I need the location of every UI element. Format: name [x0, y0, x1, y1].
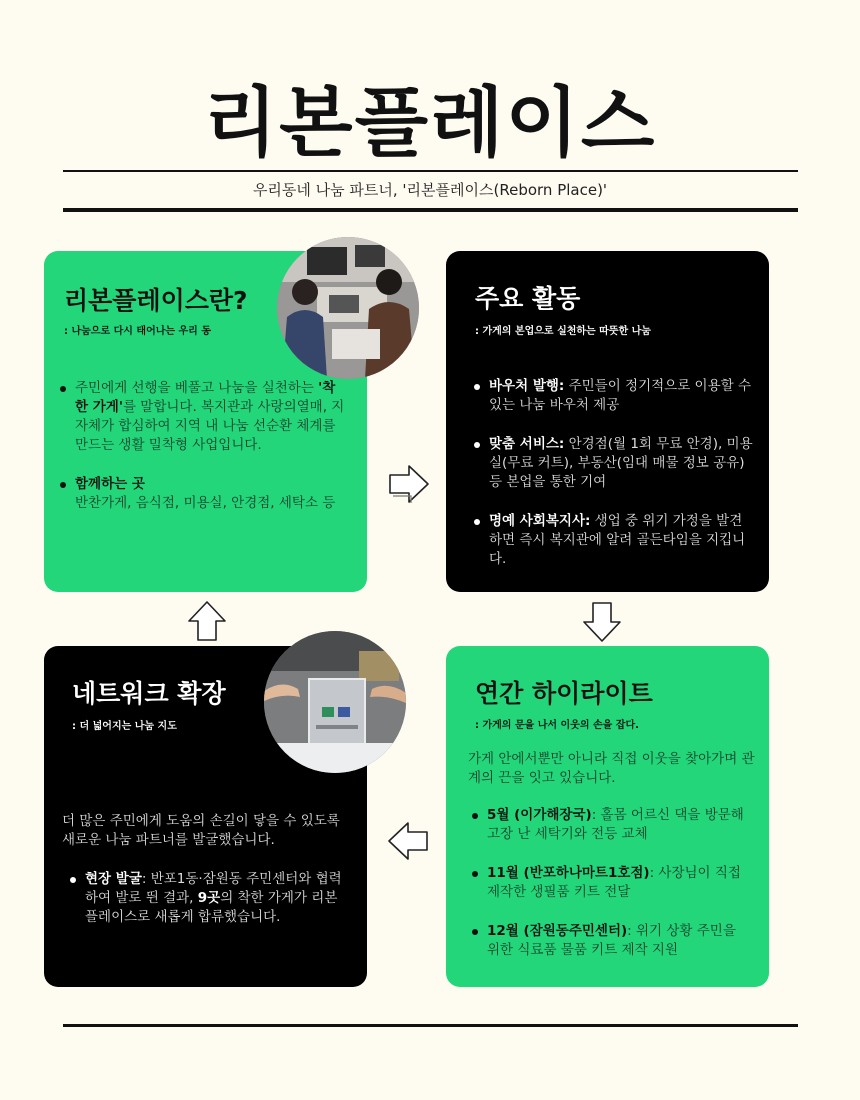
- top-divider: [63, 170, 798, 172]
- list-item: 주민에게 선행을 베풀고 나눔을 실천하는 '착한 가게'를 말합니다. 복지관과 사랑의열매, 지자체가 합심하여 지역 내 나눔 선순환 체계를 만드는 생활 밀착형 사업입니다.: [58, 379, 348, 455]
- about-list: [58, 379, 348, 533]
- activities-card: [446, 251, 769, 592]
- highlights-list: [470, 806, 753, 980]
- highlights-card-subtitle: : 가게의 문을 나서 이웃의 손을 잡다.: [475, 720, 639, 731]
- network-intro: 더 많은 주민에게 도움의 손길이 닿을 수 있도록 새로운 나눔 파트너를 발굴했습니다.: [62, 813, 340, 848]
- plaque-photo: [264, 631, 406, 773]
- activities-card-subtitle: : 가게의 본업으로 실천하는 따뜻한 나눔: [475, 326, 651, 337]
- list-item: 5월 (이가해장국): 홀몸 어르신 댁을 방문해 고장 난 세탁기와 전등 교체: [470, 806, 753, 844]
- highlights-card: [446, 646, 769, 987]
- highlights-intro: 가게 안에서뿐만 아니라 직접 이웃을 찾아가며 관계의 끈을 잇고 있습니다.: [468, 751, 755, 786]
- list-item: 바우처 발행: 주민들이 정기적으로 이용할 수 있는 나눔 바우처 제공: [472, 377, 754, 415]
- list-item: 12월 (잠원동주민센터): 위기 상황 주민을 위한 식료품 물품 키트 제작 지원: [470, 922, 753, 960]
- list-item: 맞춤 서비스: 안경점(월 1회 무료 안경), 미용실(무료 커트), 부동산(임대 매물 정보 공유) 등 본업을 통한 기여: [472, 435, 754, 492]
- arrow-right-icon: [387, 463, 431, 505]
- arrow-left-icon: [386, 820, 430, 862]
- list-item: 현장 발굴: 반포1동·잠원동 주민센터와 협력하여 발로 뛴 결과, 9곳의 착한 가게가 리본플레이스로 새롭게 합류했습니다.: [68, 870, 348, 927]
- store-visit-photo: [277, 237, 419, 379]
- network-list: [68, 870, 348, 947]
- about-card-title: 리본플레이스란?: [64, 286, 248, 315]
- page-subtitle: 우리동네 나눔 파트너, '리본플레이스(Reborn Place)': [252, 181, 608, 199]
- network-card-title: 네트워크 확장: [72, 679, 226, 708]
- highlights-card-title: 연간 하이라이트: [475, 679, 653, 708]
- list-item: 함께하는 곳 반찬가게, 음식점, 미용실, 안경점, 세탁소 등: [58, 475, 348, 513]
- network-card-subtitle: : 더 넓어지는 나눔 지도: [72, 721, 177, 732]
- footer-divider: [63, 1024, 798, 1027]
- activities-card-title: 주요 활동: [475, 284, 581, 313]
- list-item: 11월 (반포하나마트1호점): 사장님이 직접 제작한 생필품 키트 전달: [470, 864, 753, 902]
- activities-list: [472, 377, 754, 589]
- header-divider: [63, 208, 798, 212]
- arrow-up-icon: [186, 599, 228, 643]
- about-card-subtitle: : 나눔으로 다시 태어나는 우리 동: [64, 326, 211, 337]
- list-item: 명예 사회복지사: 생업 중 위기 가정을 발견하면 즉시 복지관에 알려 골든타임을 지킵니다.: [472, 512, 754, 569]
- page-title: 리본플레이스: [203, 78, 657, 167]
- arrow-down-icon: [581, 600, 623, 644]
